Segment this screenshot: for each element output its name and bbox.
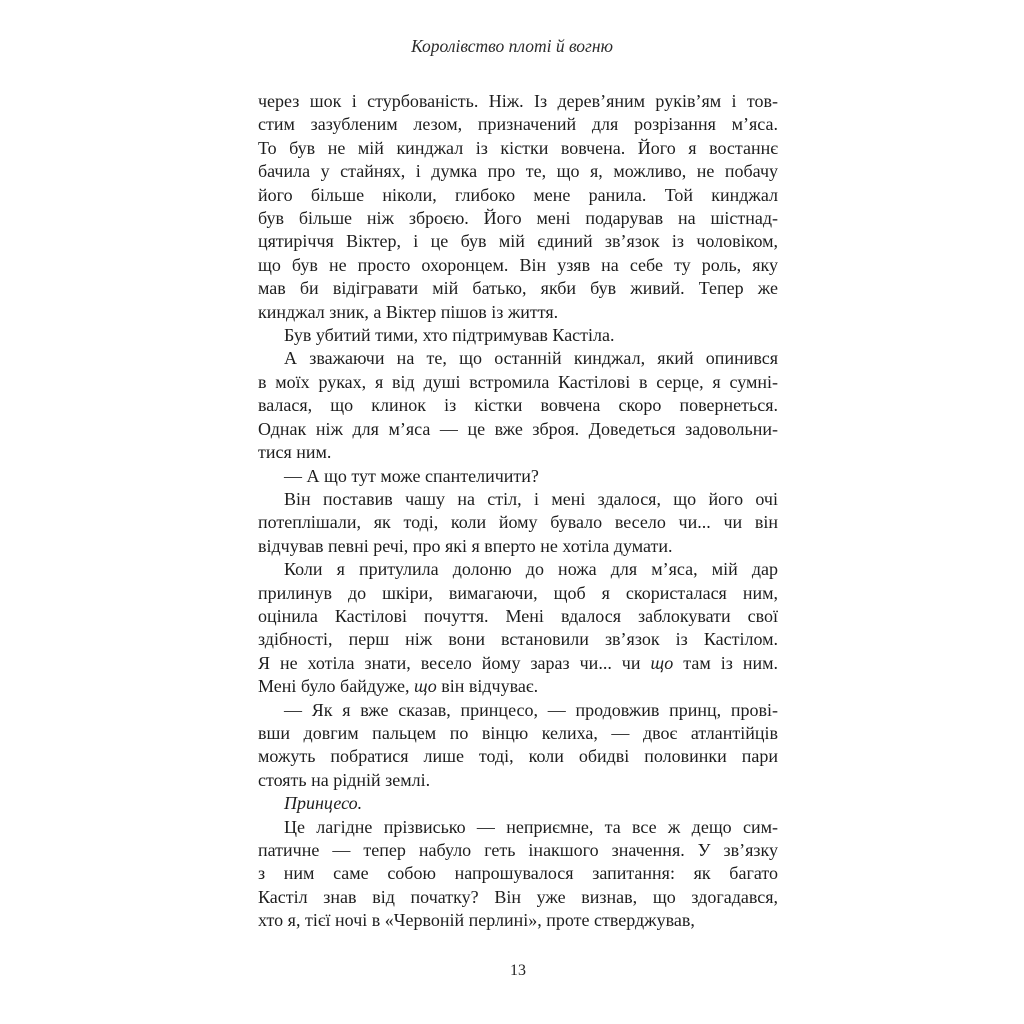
text-line: А зважаючи на те, що останній кинджал, який опинився xyxy=(284,348,778,369)
text-line: Принцесо. xyxy=(284,793,363,814)
text-line: через шок і стурбованість. Ніж. Із дерев’яним руків’ям і тов- xyxy=(258,91,778,111)
text-line: цятиріччя Віктер, і це був мій єдиний зв’язок із чоловіком, xyxy=(258,231,778,252)
text-line: — Як я вже сказав, принцесо, — продовжив принц, прові- xyxy=(284,699,778,720)
running-header: Королівство плоті й вогню xyxy=(411,36,613,56)
text-line: Він поставив чашу на стіл, і мені здалося, що його очі xyxy=(284,488,778,509)
text-line: оцінила Кастілові почуття. Мені вдалося заблокувати свої xyxy=(258,605,778,626)
text-line: тися ним. xyxy=(258,442,332,463)
text-line: його більше ніколи, глибоко мене ранила. Той кинджал xyxy=(258,184,778,205)
text-line: що був не просто охоронцем. Він узяв на себе ту роль, яку xyxy=(258,254,778,275)
text-line: Коли я притулила долоню до ножа для м’яса, мій дар xyxy=(284,559,778,580)
text-line: патичне — тепер набуло геть інакшого значення. У зв’язку xyxy=(258,840,778,860)
text-line: Я не хотіла знати, весело йому зараз чи... чи що там із ним. xyxy=(258,652,778,673)
text-line: з ним саме собою напрошувалося запитання: як багато xyxy=(258,863,778,884)
text-line: Кастіл знав від початку? Він уже визнав, що здогадався, xyxy=(258,886,778,907)
text-line: — А що тут може спантеличити? xyxy=(284,465,539,486)
text-line: мав би відігравати мій батько, якби був живий. Тепер же xyxy=(258,278,778,299)
text-line: стоять на рідній землі. xyxy=(258,769,431,790)
page-body xyxy=(258,90,778,933)
text-line: Це лагідне прізвисько — неприємне, та все ж дещо сим- xyxy=(284,816,778,837)
text-line: відчував певні речі, про які я вперто не хотіла думати. xyxy=(258,535,673,556)
text-line: прилинув до шкіри, вимагаючи, щоб я скористалася ним, xyxy=(258,582,778,603)
text-line: Був убитий тими, хто підтримував Кастіла. xyxy=(284,325,615,346)
text-line: бачила у стайнях, і думка про те, що я, можливо, не побачу xyxy=(258,161,778,182)
text-line: можуть побратися лише тоді, коли обидві половинки пари xyxy=(258,746,778,767)
text-line: вши довгим пальцем по вінцю келиха, — двоє атлантійців xyxy=(258,722,778,743)
text-line: валася, що клинок із кістки вовчена скоро повернеться. xyxy=(258,395,778,416)
text-line: стим зазубленим лезом, призначений для розрізання м’яса. xyxy=(258,114,778,135)
text-line: в моїх руках, я від душі встромила Кастілові в серце, я сумні- xyxy=(258,371,778,392)
text-line: Однак ніж для м’яса — це вже зброя. Доведеться задовольни- xyxy=(258,418,778,439)
text-line: здібності, перш ніж вони встановили зв’язок із Кастілом. xyxy=(258,629,778,650)
text-line: Мені було байдуже, що він відчуває. xyxy=(258,676,539,697)
text-line: потеплішали, як тоді, коли йому бувало весело чи... чи він xyxy=(258,512,778,533)
text-line: був більше ніж зброєю. Його мені подарував на шістнад- xyxy=(258,208,778,229)
text-line: кинджал зник, а Віктер пішов із життя. xyxy=(258,301,559,322)
text-line: То був не мій кинджал із кістки вовчена. Його я востаннє xyxy=(258,137,778,158)
page-number: 13 xyxy=(510,962,526,979)
text-line: хто я, тієї ночі в «Червоній перлині», проте стверджував, xyxy=(258,910,695,931)
